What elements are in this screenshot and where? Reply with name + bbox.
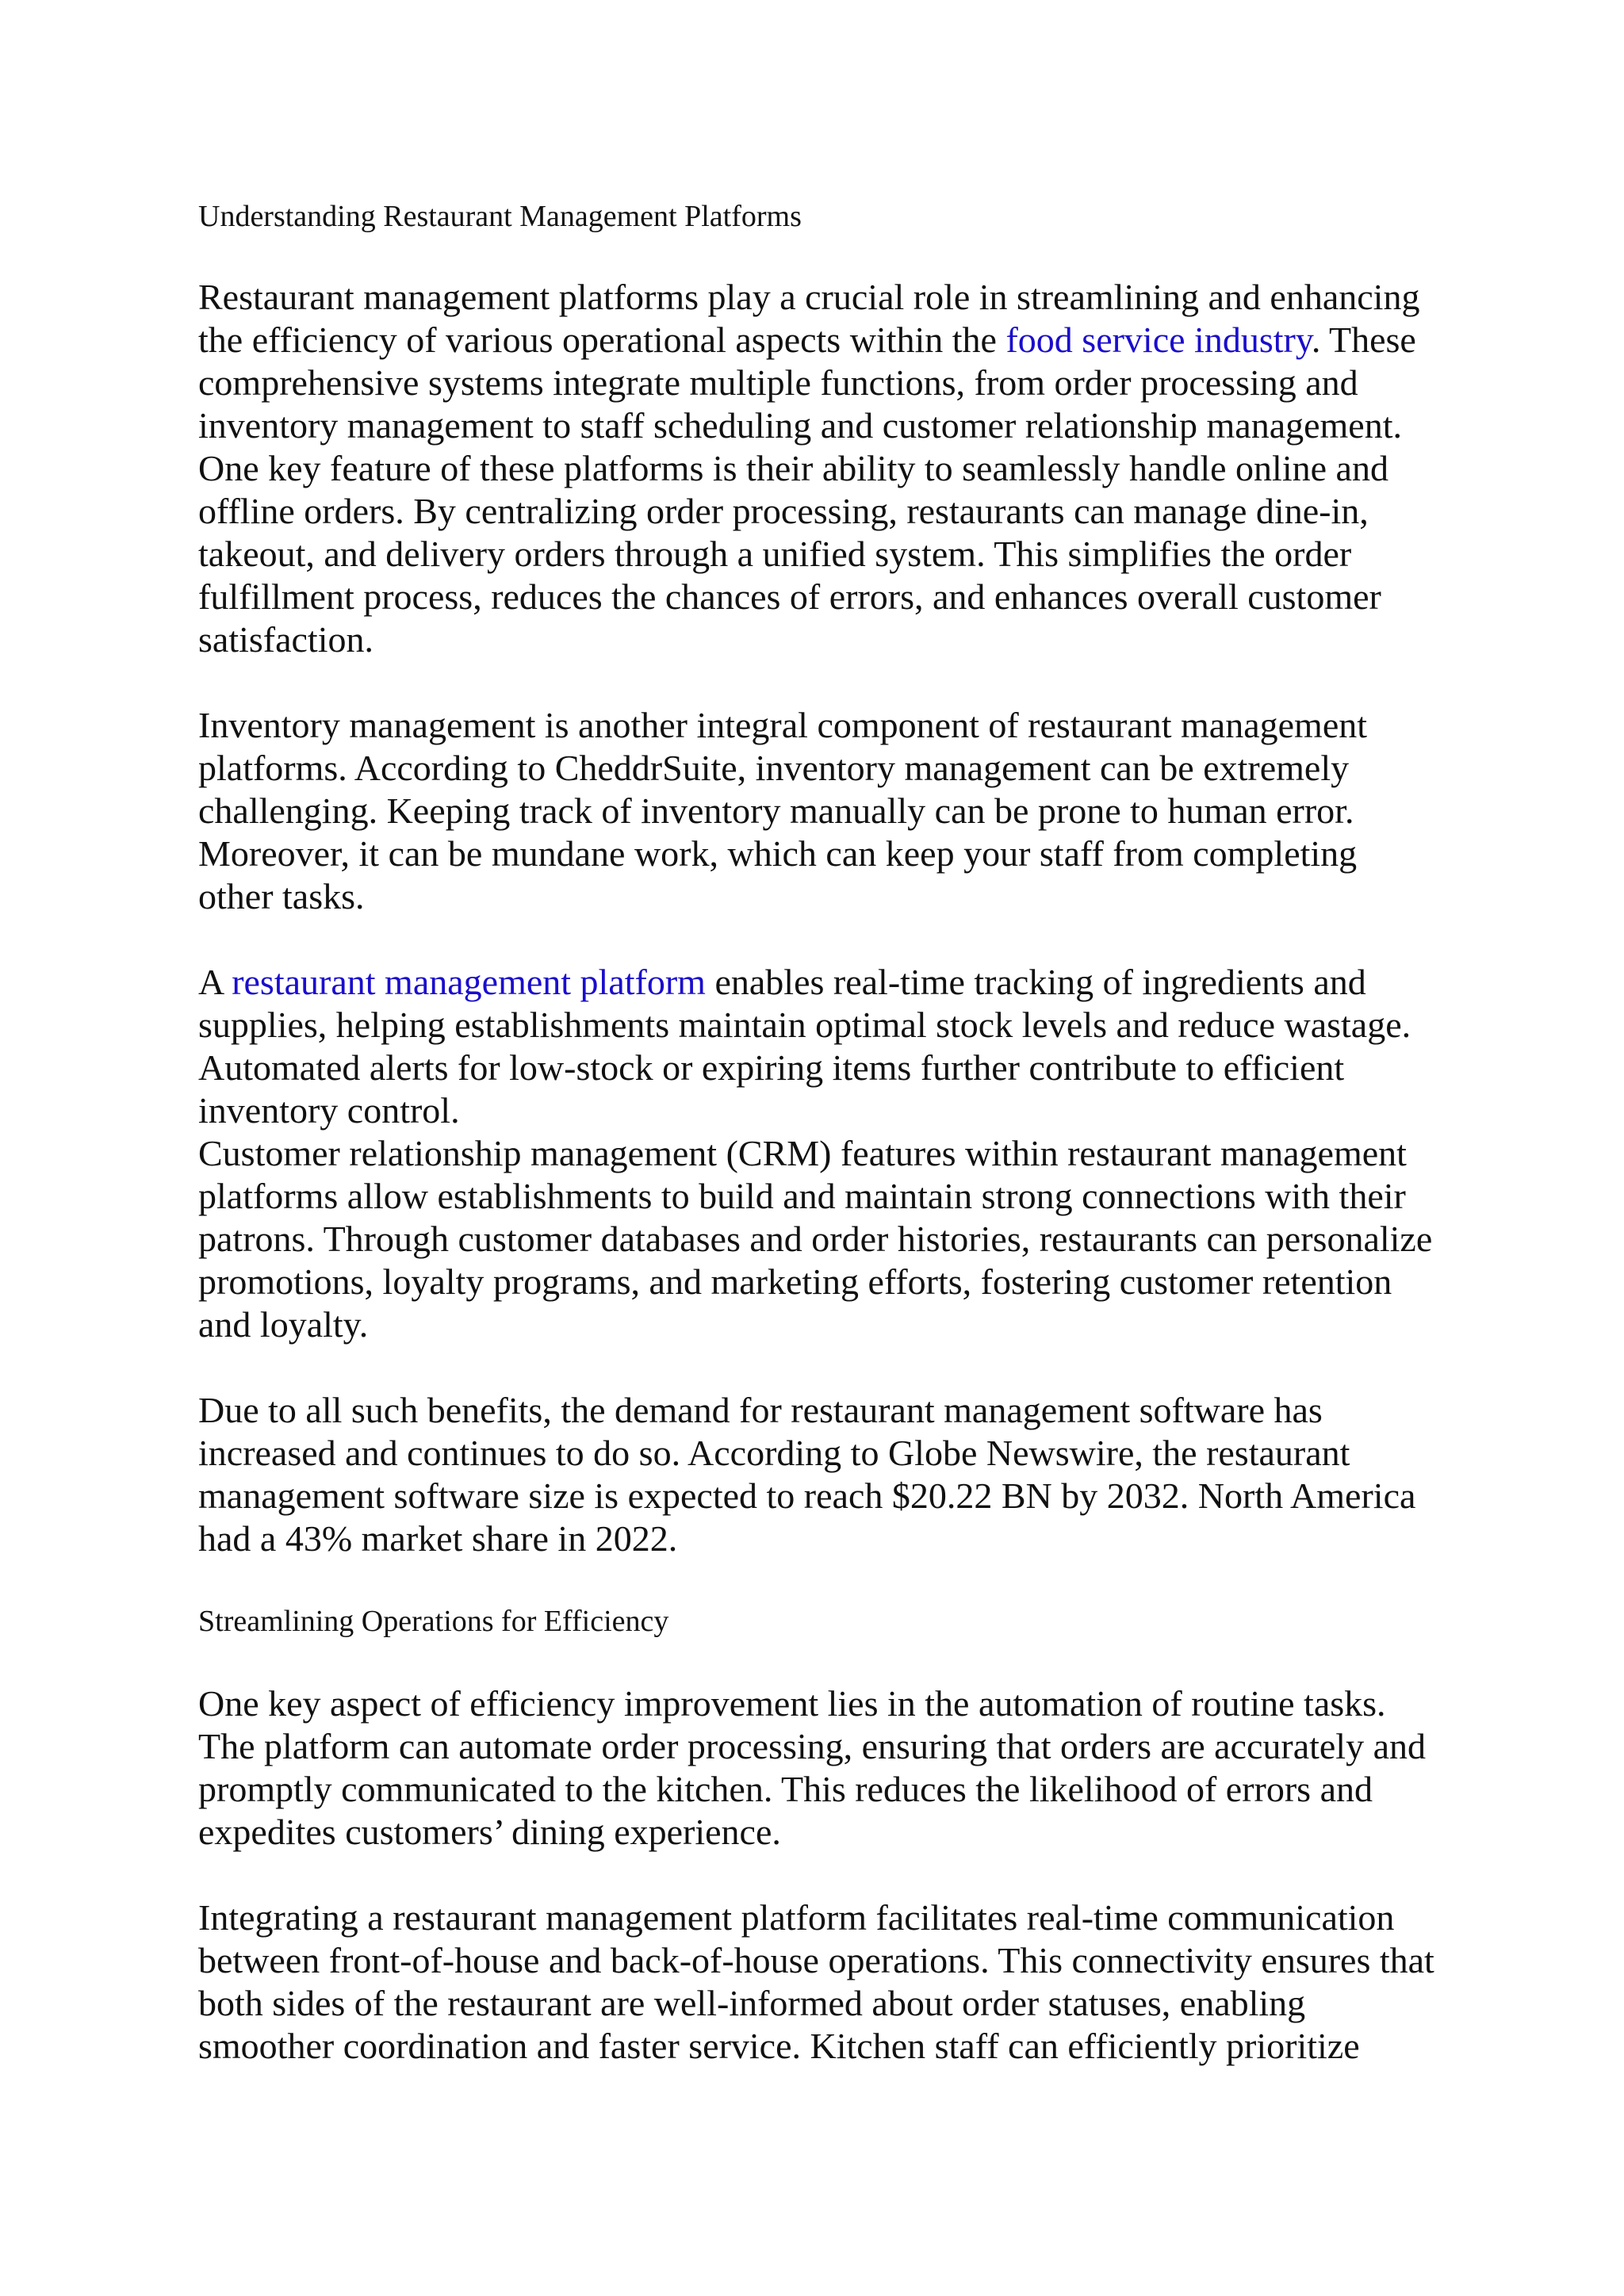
paragraph-platform-text-before: A xyxy=(198,962,232,1002)
restaurant-management-platform-link[interactable]: restaurant management platform xyxy=(232,962,706,1002)
paragraph-orders: One key feature of these platforms is their ability to seamlessly handle online and offline orders. By centralizing order processing, restaurants can manage dine-in, takeout, and delivery orders through a unified system. This simplifies the order fulfillment process, reduces the chances of errors, and enhances overall customer satisfaction. xyxy=(198,448,1388,660)
document-page xyxy=(198,197,1435,2068)
paragraph-demand: Due to all such benefits, the demand for restaurant management software has increased and continues to do so. According to Globe Newswire, the restaurant management software size is expected to reach $20.22 BN by 2032. North America had a 43% market share in 2022. xyxy=(198,1390,1416,1559)
paragraph-intro xyxy=(198,276,1435,447)
section-heading-understanding: Understanding Restaurant Management Platforms xyxy=(198,200,802,233)
paragraph-automation: One key aspect of efficiency improvement lies in the automation of routine tasks. The platform can automate order processing, ensuring that orders are accurately and promptly communicated to the kitchen. This reduces the likelihood of errors and expedites customers’ dining experience. xyxy=(198,1683,1427,1852)
food-service-industry-link[interactable]: food service industry xyxy=(1005,320,1312,360)
paragraph-crm: Customer relationship management (CRM) features within restaurant management platforms allow establishments to build and maintain strong connections with their patrons. Through customer databases and order histories, restaurants can personalize promotions, loyalty programs, and marketing efforts, fostering customer retention and loyalty. xyxy=(198,1133,1433,1345)
paragraph-intro-text-after: . These comprehensive systems integrate multiple functions, from order processing and inventory management to staff scheduling and customer relationship management. xyxy=(198,320,1416,446)
paragraph-inventory: Inventory management is another integral component of restaurant management platforms. According to CheddrSuite, inventory management can be extremely challenging. Keeping track of inventory manually can be prone to human error. Moreover, it can be mundane work, which can keep your staff from completing other tasks. xyxy=(198,705,1368,916)
paragraph-platform xyxy=(198,961,1435,1132)
paragraph-intro-text-before: Restaurant management platforms play a crucial role in streamlining and enhancing the efficiency of various operational aspects within the xyxy=(198,277,1420,360)
paragraph-integration: Integrating a restaurant management platform facilitates real-time communication between front-of-house and back-of-house operations. This connectivity ensures that both sides of the restaurant are well-informed about order statuses, enabling smoother coordination and faster service. Kitchen staff can efficiently prioritize xyxy=(198,1897,1434,2066)
paragraph-platform-text-after: enables real-time tracking of ingredients and supplies, helping establishments maintain optimal stock levels and reduce wastage. Automated alerts for low-stock or expiring items further contribute to efficient inventory control. xyxy=(198,962,1411,1131)
section-heading-streamlining: Streamlining Operations for Efficiency xyxy=(198,1605,669,1638)
